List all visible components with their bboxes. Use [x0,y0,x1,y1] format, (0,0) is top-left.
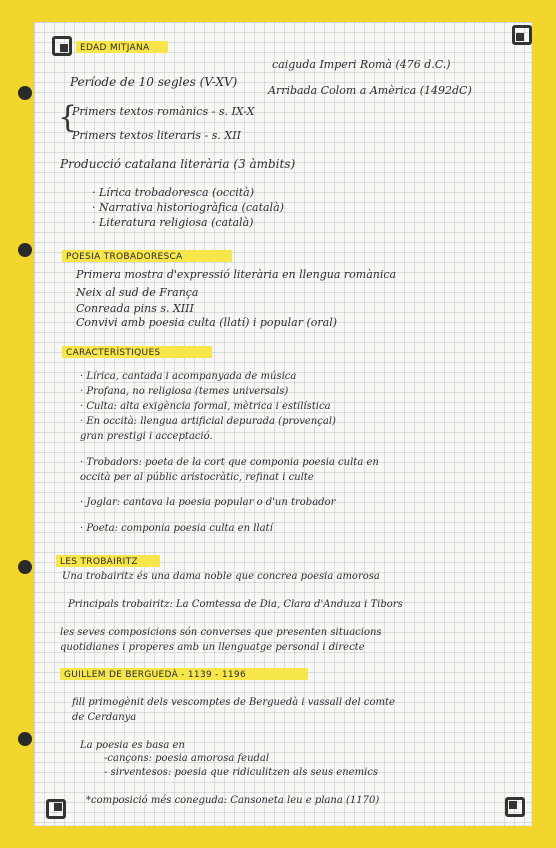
guillem-line: *composició més coneguda: Cansoneta leu e plana (1170) [86,795,380,806]
section-heading: GUILLEM DE BERGUEDÀ - 1139 - 1196 [64,670,246,680]
period-event: Arribada Colom a Amèrica (1492dC) [268,84,472,97]
characteristic-line: · Joglar: cantava la poesia popular o d'un trobador [80,497,336,508]
guillem-line: -cançons: poesia amorosa feudal [104,753,270,764]
trobairitz-line: Una trobairitz és una dama noble que concrea poesia amorosa [62,571,380,582]
characteristic-line: · Profana, no religiosa (temes universals) [80,386,289,397]
trobairitz-line: Principals trobairitz: La Comtessa de Dia, Clara d'Anduza i Tibors [68,599,403,610]
production-title: Producció catalana literària (3 àmbits) [60,157,296,171]
first-texts-line: Primers textos romànics - s. IX-X [72,105,255,118]
section-heading: LES TROBAIRITZ [60,557,138,567]
binder-hole [18,86,32,100]
section-heading: POESIA TROBADORESCA [66,252,183,262]
guillem-line: fill primogènit dels vescomptes de Berguedà i vassall del comte [72,697,395,708]
corner-marker-icon [52,36,72,56]
poesia-line: Conreada pins s. XIII [76,302,194,315]
trobairitz-line: quotidianes i properes amb un llenguatge personal i directe [60,642,365,653]
characteristic-line: · Poeta: componia poesia culta en llatí [80,523,273,534]
poesia-line: Primera mostra d'expressió literària en llengua romànica [76,268,397,281]
guillem-line: de Cerdanya [72,712,137,723]
characteristic-line: occità per al públic aristocràtic, refinat i culte [80,472,314,483]
poesia-line: Neix al sud de França [76,286,199,299]
brace-icon: { [58,100,78,135]
trobairitz-line: les seves composicions són converses que presenten situacions [60,627,382,638]
poesia-line: Convivi amb poesia culta (llatí) i popular (oral) [76,316,338,329]
binder-hole [18,243,32,257]
section-heading: CARACTERÍSTIQUES [66,348,161,358]
guillem-line: - sirventesos: poesia que ridiculitzen als seus enemics [104,767,378,778]
characteristic-line: · Lírica, cantada i acompanyada de música [80,371,297,382]
area-item: · Literatura religiosa (català) [92,216,254,229]
binder-hole [18,732,32,746]
characteristic-line: · En occità: llengua artificial depurada (provençal) [80,416,336,427]
corner-marker-icon [505,797,525,817]
corner-marker-icon [46,799,66,819]
first-texts-line: Primers textos literaris - s. XII [72,129,241,142]
characteristic-line: · Trobadors: poeta de la cort que componia poesia culta en [80,457,379,468]
binder-hole [18,560,32,574]
characteristic-line: gran prestigi i acceptació. [80,431,213,442]
guillem-line: La poesia es basa en [80,740,185,751]
period-event: caiguda Imperi Romà (476 d.C.) [272,58,451,71]
characteristic-line: · Culta: alta exigència formal, mètrica i estilística [80,401,331,412]
period-text: Període de 10 segles (V-XV) [70,75,238,89]
area-item: · Lírica trobadoresca (occità) [92,186,255,199]
corner-marker-icon [512,25,532,45]
page-title: EDAD MITJANA [80,43,150,53]
area-item: · Narrativa historiogràfica (català) [92,201,284,214]
